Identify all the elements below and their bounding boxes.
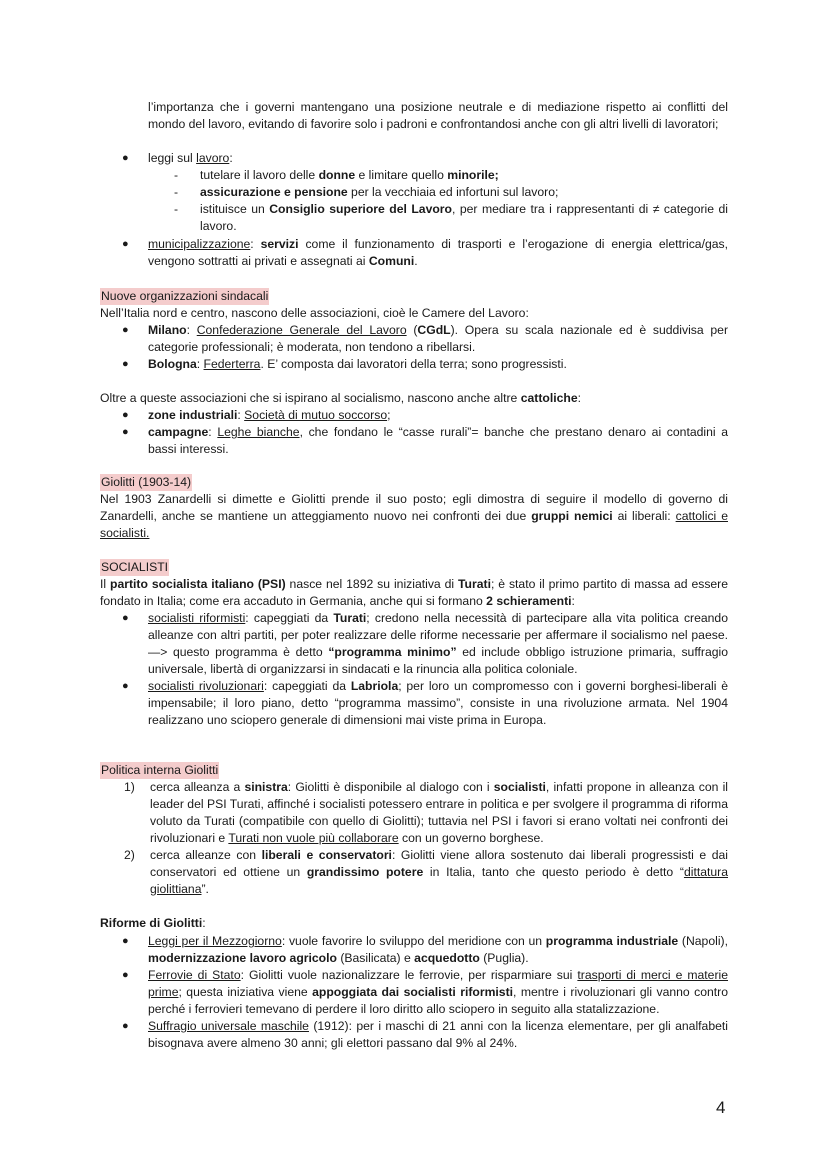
bullet-icon: ● xyxy=(122,969,129,981)
bullet-icon: ● xyxy=(122,1020,129,1032)
municipal-list xyxy=(122,236,728,270)
bullet-icon: ● xyxy=(122,426,129,438)
socialisti-intro: Il partito socialista italiano (PSI) nasce nel 1892 su iniziativa di Turati; è stato il primo partito di massa ad essere fondato in Italia; come era accaduto in Germania, anche qui si formano 2 schieramenti: xyxy=(100,577,729,608)
list-item-rivoluzionari: ● socialisti rivoluzionari: capeggiati da Labriola; per loro un compromesso con i governi borghesi-liberali è impensabile; il loro piano, detto “programma massimo”, consiste in una rivoluzione armata. Nel 1904 realizzano uno sciopero generale di dimensioni mai viste prima in Europa. xyxy=(122,679,729,727)
riforme-list xyxy=(122,933,729,1052)
socialisti-list xyxy=(122,610,729,729)
list-item-bologna: ● Bologna: Federterra. E’ composta dai lavoratori della terra; sono progressisti. xyxy=(122,357,567,371)
list-item-liberali: 2) cerca alleanze con liberali e conservatori: Giolitti viene allora sostenuto dai liberali progressisti e dai conservatori ed ottiene un grandissimo potere in Italia, tanto che questo periodo è detto “dittatura giolittiana”. xyxy=(124,848,728,896)
dash-icon: - xyxy=(174,185,179,199)
bullet-icon: ● xyxy=(122,152,129,164)
politica-list xyxy=(124,779,729,898)
bullet-icon: ● xyxy=(122,238,129,250)
sub-item-consiglio: - istituisce un Consiglio superiore del Lavoro, per mediare tra i rappresentanti di ≠ categorie di lavoro. xyxy=(174,202,728,233)
section-socialisti xyxy=(100,559,728,610)
list-item-municipalizzazione: ● municipalizzazione: servizi come il funzionamento di trasporti e l’erogazione di energia elettrica/gas, vengono sottratti ai privati e assegnati ai Comuni. xyxy=(122,237,728,268)
list-item-milano: ● Milano: Confederazione Generale del Lavoro (CGdL). Opera su scala nazionale ed è suddivisa per categorie professionali; è moderata, non tendono a ribellarsi. xyxy=(122,323,728,354)
list-item-zone: ● zone industriali: Società di mutuo soccorso; xyxy=(122,408,391,422)
section-heading: Riforme di Giolitti xyxy=(100,916,203,930)
section-heading: Politica interna Giolitti xyxy=(101,763,219,777)
list-number: 2) xyxy=(124,848,135,862)
section-heading: Nuove organizzazioni sindacali xyxy=(101,289,269,303)
bullet-icon: ● xyxy=(122,935,129,947)
bullet-icon: ● xyxy=(122,409,129,421)
sub-item-donne: - tutelare il lavoro delle donne e limitare quello minorile; xyxy=(174,168,499,182)
cattoliche-list xyxy=(122,407,729,458)
section-heading: Giolitti (1903-14) xyxy=(101,475,192,489)
continuation-text: l’importanza che i governi mantengano una posizione neutrale e di mediazione rispetto ai conflitti del mondo del lavoro, evitando di favorire solo i padroni e confrontandosi anche con gli altri livelli di lavoratori; xyxy=(148,100,728,131)
dash-icon: - xyxy=(174,168,179,182)
list-item-mezzogiorno: ● Leggi per il Mezzogiorno: vuole favorire lo sviluppo del meridione con un programma industriale (Napoli), modernizzazione lavoro agricolo (Basilicata) e acquedotto (Puglia). xyxy=(122,934,728,965)
giolitti-text: Nel 1903 Zanardelli si dimette e Giolitti prende il suo posto; egli dimostra di seguire il modello di governo di Zanardelli, anche se mantiene un atteggiamento nuovo nei confronti dei due gruppi nemici ai liberali: cattolici e socialisti. xyxy=(100,492,728,540)
list-number: 1) xyxy=(124,780,135,794)
bullet-icon: ● xyxy=(122,612,129,624)
bullet-icon: ● xyxy=(122,358,129,370)
list-item-sinistra: 1) cerca alleanza a sinistra: Giolitti è disponibile al dialogo con i socialisti, infatti propone in alleanza con il leader del PSI Turati, affinché i socialisti potessero entrare in politica e per svolgere il programma di riforma voluto da Turati (compatibile con quello di Giolitti); tuttavia nel PSI i favori si erano voltati nei confronti dei rivoluzionari e Turati non vuole più collaborare con un governo borghese. xyxy=(124,780,729,845)
section-heading: SOCIALISTI xyxy=(101,560,169,574)
org-intro: Nell’Italia nord e centro, nascono delle associazioni, cioè le Camere del Lavoro: xyxy=(100,306,529,320)
sub-item-assicurazione: - assicurazione e pensione per la vecchiaia ed infortuni sul lavoro; xyxy=(174,185,559,199)
org-list xyxy=(122,322,728,373)
list-item-leggi: ● leggi sul lavoro: xyxy=(122,151,233,165)
section-organizzazioni xyxy=(100,288,728,322)
bullet-icon: ● xyxy=(122,324,129,336)
bullet-icon: ● xyxy=(122,680,129,692)
list-item-campagne: ● campagne: Leghe bianche, che fondano le “casse rurali”= banche che prestano denaro ai contadini a bassi interessi. xyxy=(122,425,729,456)
cattoliche-intro: Oltre a queste associazioni che si ispirano al socialismo, nascono anche altre cattoliche: xyxy=(100,391,581,405)
list-item-ferrovie: ● Ferrovie di Stato: Giolitti vuole nazionalizzare le ferrovie, per risparmiare sui trasporti di merci e materie prime; questa iniziativa viene appoggiata dai socialisti riformisti, mentre i rivoluzionari gli vanno contro perché i ferrovieri temevano di perdere il loro diritto allo sciopero in seguito alla statalizzazione. xyxy=(122,968,729,1016)
top-bullet-list xyxy=(122,150,728,167)
list-item-suffragio: ● Suffragio universale maschile (1912): per i maschi di 21 anni con la licenza elementare, per gli analfabeti bisognava avere almeno 30 anni; gli elettori passano dal 9% al 24%. xyxy=(122,1019,728,1050)
section-riforme: Riforme di Giolitti: xyxy=(100,916,206,930)
continuation-paragraph xyxy=(148,99,728,133)
sub-dash-list xyxy=(174,167,728,235)
dash-icon: - xyxy=(174,202,179,216)
section-giolitti xyxy=(100,474,728,542)
section-politica-interna xyxy=(100,762,728,779)
page-number: 4 xyxy=(716,1098,726,1117)
list-item-riformisti: ● socialisti riformisti: capeggiati da Turati; credono nella necessità di partecipare alla vita politica creando alleanze con altri partiti, per poter realizzare delle riforme necessarie per affermare il socialismo nel paese. —> questo programma è detto “programma minimo” ed include obbligo istruzione primaria, suffragio universale, libertà di organizzarsi in sindacati e la rinuncia alla politica coloniale. xyxy=(122,611,728,676)
